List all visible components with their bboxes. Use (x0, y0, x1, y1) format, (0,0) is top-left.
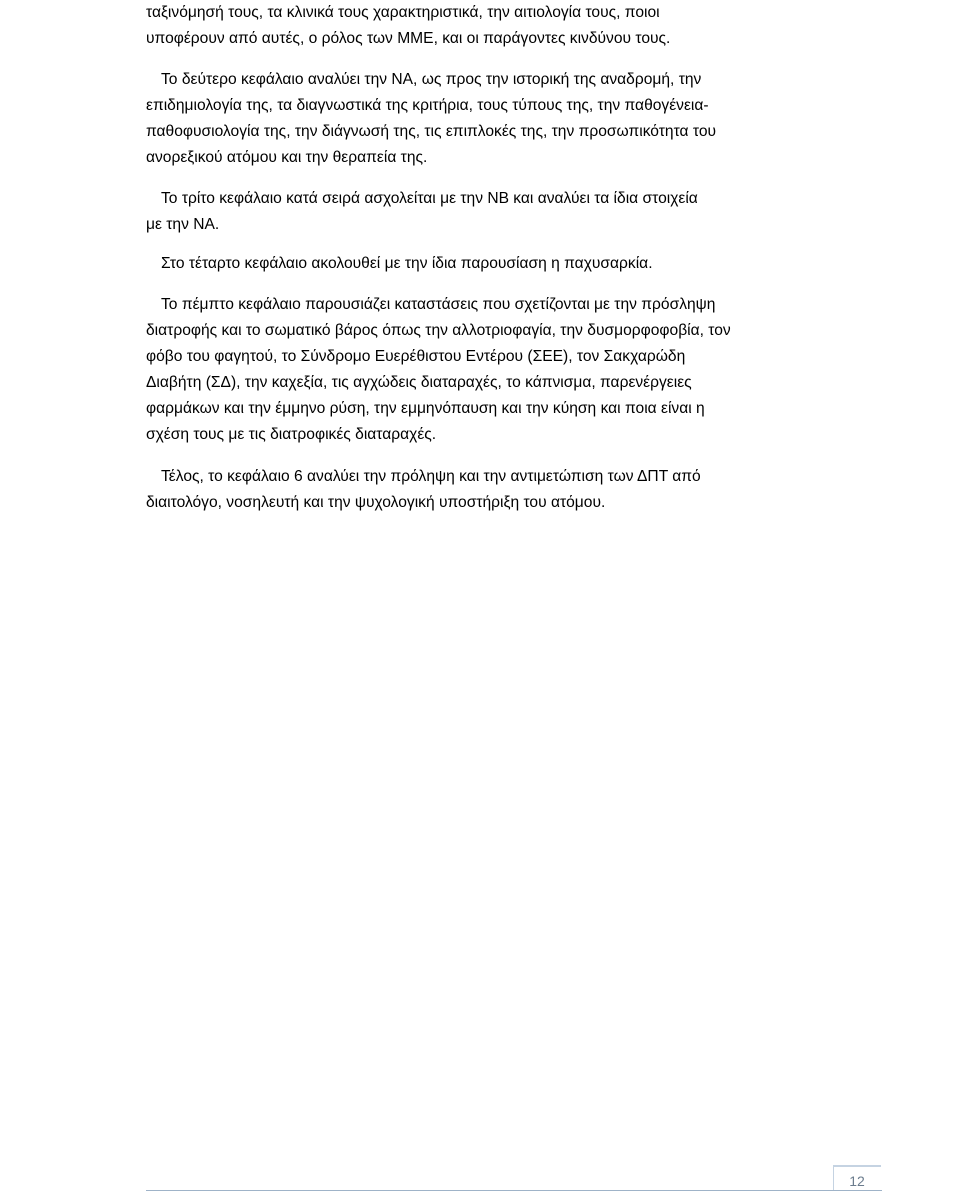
paragraph-line: Τέλος, το κεφάλαιο 6 αναλύει την πρόληψη και την αντιμετώπιση των ΔΠΤ από (161, 468, 701, 485)
paragraph-line: διαιτολόγο, νοσηλευτή και την ψυχολογική υποστήριξη του ατόμου. (146, 494, 606, 511)
paragraph-line: Το πέμπτο κεφάλαιο παρουσιάζει καταστάσεις που σχετίζονται με την πρόσληψη (161, 296, 716, 313)
paragraph-line: Διαβήτη (ΣΔ), την καχεξία, τις αγχώδεις διαταραχές, το κάπνισμα, παρενέργειες (146, 374, 692, 391)
paragraph-line: φαρμάκων και την έμμηνο ρύση, την εμμηνόπαυση και την κύηση και ποια είναι η (146, 400, 705, 417)
paragraph-4 (146, 251, 653, 277)
paragraph-3 (146, 186, 698, 238)
paragraph-6 (146, 464, 701, 516)
paragraph-line: ταξινόμησή τους, τα κλινικά τους χαρακτηριστικά, την αιτιολογία τους, ποιοι (146, 4, 660, 21)
paragraph-5 (146, 292, 731, 448)
page-number: 12 (849, 1173, 865, 1189)
paragraph-line: με την ΝΑ. (146, 216, 220, 233)
paragraph-line: επιδημιολογία της, τα διαγνωστικά της κριτήρια, τους τύπους της, την παθογένεια- (146, 97, 709, 114)
footer-rule (146, 1190, 882, 1191)
paragraph-line: Στο τέταρτο κεφάλαιο ακολουθεί με την ίδια παρουσίαση η παχυσαρκία. (161, 255, 653, 272)
paragraph-line: σχέση τους με τις διατροφικές διαταραχές. (146, 426, 437, 443)
paragraph-line: παθοφυσιολογία της, την διάγνωσή της, τις επιπλοκές της, την προσωπικότητα του (146, 123, 717, 140)
paragraph-line: Το τρίτο κεφάλαιο κατά σειρά ασχολείται με την ΝΒ και αναλύει τα ίδια στοιχεία (161, 190, 698, 207)
paragraph-1 (146, 0, 670, 52)
paragraph-line: φόβο του φαγητού, το Σύνδρομο Ευερέθιστου Εντέρου (ΣΕΕ), τον Σακχαρώδη (146, 348, 686, 365)
paragraph-line: ανορεξικού ατόμου και την θεραπεία της. (146, 149, 428, 166)
paragraph-line: διατροφής και το σωματικό βάρος όπως την αλλοτριοφαγία, την δυσμορφοφοβία, τον (146, 322, 731, 339)
paragraph-line: υποφέρουν από αυτές, ο ρόλος των ΜΜΕ, και οι παράγοντες κινδύνου τους. (146, 30, 671, 47)
paragraph-2 (146, 67, 716, 171)
paragraph-line: Το δεύτερο κεφάλαιο αναλύει την ΝΑ, ως προς την ιστορική της αναδρομή, την (161, 71, 702, 88)
